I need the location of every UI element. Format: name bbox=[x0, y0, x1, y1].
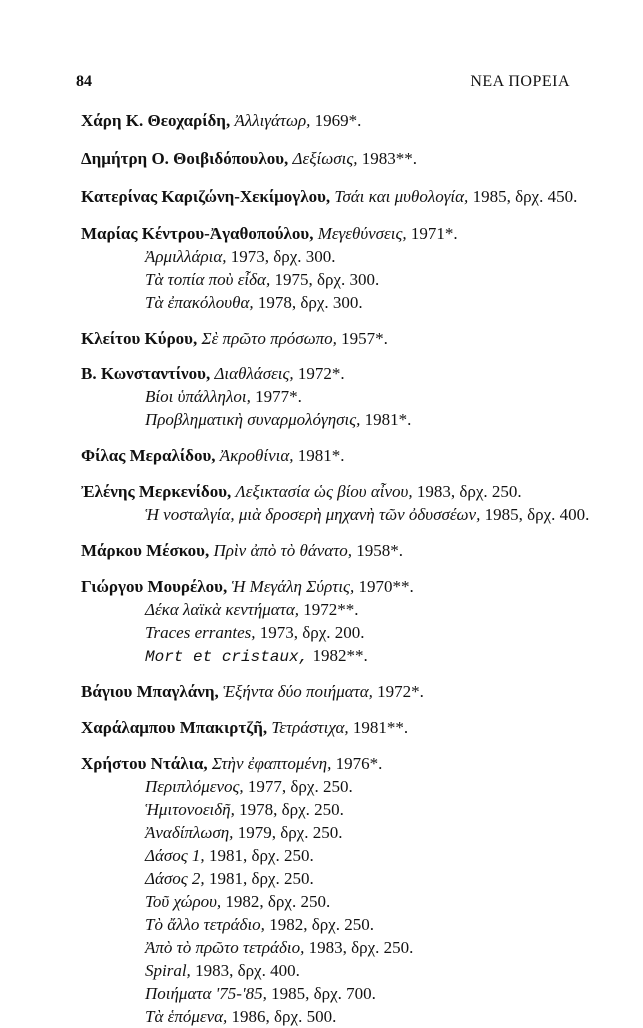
work-title: Δάσος 2, bbox=[145, 869, 205, 888]
publication-info: 1976*. bbox=[335, 754, 383, 773]
entry-continuation-line bbox=[81, 1005, 621, 1028]
entry-first-line bbox=[81, 185, 621, 208]
entry-continuation-line bbox=[81, 621, 621, 644]
publication-info: 1973, δρχ. 300. bbox=[230, 247, 336, 266]
work-title: Περιπλόμενος, bbox=[145, 777, 244, 796]
publication-info: 1979, δρχ. 250. bbox=[237, 823, 343, 842]
work-title: Ἡμιτονοειδῆ, bbox=[145, 800, 235, 819]
work-title: Πρὶν ἀπὸ τὸ θάνατο, bbox=[213, 541, 353, 560]
entry-continuation-line bbox=[81, 245, 621, 268]
entry-continuation-line bbox=[81, 982, 621, 1005]
work-title: Ἀπὸ τὸ πρῶτο τετράδιο, bbox=[145, 938, 305, 957]
running-head: ΝΕΑ ΠΟΡΕΙΑ bbox=[470, 73, 570, 90]
author-name: Μάρκου Μέσκου, bbox=[81, 541, 210, 560]
author-name: Χρήστου Ντάλια, bbox=[81, 754, 208, 773]
publication-info: 1975, δρχ. 300. bbox=[274, 270, 380, 289]
publication-info: 1982, δρχ. 250. bbox=[225, 892, 331, 911]
entry-continuation-line bbox=[81, 936, 621, 959]
publication-info: 1983, δρχ. 400. bbox=[195, 961, 300, 980]
bibliography-entry bbox=[81, 444, 621, 467]
author-name: Μαρίας Κέντρου-Ἀγαθοπούλου, bbox=[81, 224, 314, 243]
entry-first-line bbox=[81, 539, 621, 562]
author-name: Δημήτρη Ο. Θοιβιδόπουλου, bbox=[81, 149, 289, 168]
publication-info: 1972*. bbox=[377, 682, 424, 701]
publication-info: 1973, δρχ. 200. bbox=[259, 623, 365, 642]
work-title: Spiral, bbox=[145, 961, 191, 980]
work-title: Προβληματικὴ συναρμολόγησις, bbox=[145, 410, 361, 429]
page-number: 84 bbox=[76, 73, 92, 90]
work-title: Δεξίωσις, bbox=[292, 149, 358, 168]
work-title: Ἀλλιγάτωρ, bbox=[234, 111, 311, 130]
entry-continuation-line bbox=[81, 959, 621, 982]
entry-first-line bbox=[81, 222, 621, 245]
author-name: Χαράλαμπου Μπακιρτζῆ, bbox=[81, 718, 268, 737]
publication-info: 1972**. bbox=[303, 600, 359, 619]
publication-info: 1970**. bbox=[358, 577, 414, 596]
work-title: Ἡ Μεγάλη Σύρτις, bbox=[231, 577, 355, 596]
entry-continuation-line bbox=[81, 291, 621, 314]
work-title: Ἀρμιλλάρια, bbox=[145, 247, 227, 266]
entry-continuation-line bbox=[81, 867, 621, 890]
publication-info: 1981, δρχ. 250. bbox=[208, 846, 314, 865]
publication-info: 1983, δρχ. 250. bbox=[308, 938, 414, 957]
publication-info: 1978, δρχ. 250. bbox=[239, 800, 344, 819]
work-title: Τοῦ χώρου, bbox=[145, 892, 222, 911]
work-title: Ποιήματα '75-'85, bbox=[145, 984, 267, 1003]
entry-continuation-line bbox=[81, 268, 621, 291]
publication-info: 1977*. bbox=[255, 387, 302, 406]
work-title: Ἀναδίπλωση, bbox=[145, 823, 234, 842]
publication-info: 1982, δρχ. 250. bbox=[269, 915, 374, 934]
publication-info: 1985, δρχ. 700. bbox=[271, 984, 376, 1003]
entry-continuation-line bbox=[81, 385, 621, 408]
bibliography-entry bbox=[81, 147, 621, 170]
author-name: Κλείτου Κύρου, bbox=[81, 329, 198, 348]
bibliography-entry bbox=[81, 327, 621, 350]
bibliography-entry bbox=[81, 185, 621, 208]
work-title: Στὴν ἐφαπτομένη, bbox=[211, 754, 332, 773]
work-title: Traces errantes, bbox=[145, 623, 256, 642]
entry-first-line bbox=[81, 575, 621, 598]
publication-info: 1969*. bbox=[314, 111, 362, 130]
bibliography-entry bbox=[81, 752, 621, 1028]
work-title: Τσάι και μυθολογία, bbox=[334, 187, 469, 206]
entry-first-line bbox=[81, 716, 621, 739]
bibliography-entry bbox=[81, 716, 621, 739]
publication-info: 1985, δρχ. 450. bbox=[472, 187, 578, 206]
entry-continuation-line bbox=[81, 503, 621, 526]
work-title: Τὰ ἐπακόλουθα, bbox=[145, 293, 254, 312]
work-title: Δάσος 1, bbox=[145, 846, 205, 865]
work-title: Ἡ νοσταλγία, μιὰ δροσερὴ μηχανὴ τῶν ὀδυσσέων, bbox=[145, 505, 481, 524]
entry-first-line bbox=[81, 327, 621, 350]
entry-first-line bbox=[81, 147, 621, 170]
publication-info: 1957*. bbox=[341, 329, 388, 348]
publication-info: 1978, δρχ. 300. bbox=[257, 293, 363, 312]
bibliography-entry bbox=[81, 362, 621, 431]
work-title: Τετράστιχα, bbox=[271, 718, 349, 737]
entry-continuation-line bbox=[81, 844, 621, 867]
entry-continuation-line bbox=[81, 598, 621, 621]
work-title: Διαθλάσεις, bbox=[214, 364, 294, 383]
author-name: Βάγιου Μπαγλάνη, bbox=[81, 682, 219, 701]
work-title: Ἀκροθίνια, bbox=[219, 446, 294, 465]
publication-info: 1981*. bbox=[364, 410, 412, 429]
publication-info: 1981*. bbox=[297, 446, 345, 465]
publication-info: 1971*. bbox=[410, 224, 458, 243]
entry-first-line bbox=[81, 752, 621, 775]
publication-info: 1983**. bbox=[361, 149, 417, 168]
bibliography-entry bbox=[81, 480, 621, 526]
entry-continuation-line bbox=[81, 798, 621, 821]
work-title: Τὸ ἄλλο τετράδιο, bbox=[145, 915, 265, 934]
author-name: Ἐλένης Μερκενίδου, bbox=[81, 482, 232, 501]
bibliography-entry bbox=[81, 680, 621, 703]
author-name: Φίλας Μεραλίδου, bbox=[81, 446, 216, 465]
entry-first-line bbox=[81, 109, 621, 132]
author-name: Κατερίνας Καριζώνη-Χεκίμογλου, bbox=[81, 187, 331, 206]
bibliography-entry bbox=[81, 109, 621, 132]
entry-first-line bbox=[81, 362, 621, 385]
publication-info: 1972*. bbox=[297, 364, 345, 383]
publication-info: 1958*. bbox=[356, 541, 404, 560]
author-name: Χάρη Κ. Θεοχαρίδη, bbox=[81, 111, 231, 130]
entry-continuation-line bbox=[81, 408, 621, 431]
publication-info: 1982**. bbox=[312, 646, 368, 665]
work-title: Βίοι ὑπάλληλοι, bbox=[145, 387, 251, 406]
work-title: Λεξικτασία ὡς βίου αἶνου, bbox=[235, 482, 413, 501]
bibliography-list bbox=[81, 109, 621, 1028]
entry-continuation-line bbox=[81, 644, 621, 667]
publication-info: 1986, δρχ. 500. bbox=[231, 1007, 337, 1026]
bibliography-entry bbox=[81, 222, 621, 314]
work-title: Μεγεθύνσεις, bbox=[317, 224, 407, 243]
bibliography-entry bbox=[81, 539, 621, 562]
publication-info: 1983, δρχ. 250. bbox=[416, 482, 522, 501]
bibliography-entry bbox=[81, 575, 621, 667]
entry-continuation-line bbox=[81, 821, 621, 844]
publication-info: 1977, δρχ. 250. bbox=[247, 777, 353, 796]
entry-first-line bbox=[81, 444, 621, 467]
publication-info: 1981**. bbox=[352, 718, 409, 737]
author-name: Β. Κωνσταντίνου, bbox=[81, 364, 211, 383]
entry-continuation-line bbox=[81, 890, 621, 913]
page-header bbox=[76, 73, 570, 97]
author-name: Γιώργου Μουρέλου, bbox=[81, 577, 228, 596]
work-title: Τὰ τοπία ποὺ εἶδα, bbox=[145, 270, 271, 289]
entry-continuation-line bbox=[81, 775, 621, 798]
work-title: Ἑξήντα δύο ποιήματα, bbox=[223, 682, 373, 701]
work-title: Σὲ πρῶτο πρόσωπο, bbox=[201, 329, 337, 348]
work-title: Mort et cristaux, bbox=[145, 648, 309, 666]
work-title: Τὰ ἑπόμενα, bbox=[145, 1007, 228, 1026]
publication-info: 1981, δρχ. 250. bbox=[208, 869, 314, 888]
work-title: Δέκα λαϊκὰ κεντήματα, bbox=[145, 600, 299, 619]
entry-first-line bbox=[81, 680, 621, 703]
entry-first-line bbox=[81, 480, 621, 503]
entry-continuation-line bbox=[81, 913, 621, 936]
publication-info: 1985, δρχ. 400. bbox=[484, 505, 590, 524]
